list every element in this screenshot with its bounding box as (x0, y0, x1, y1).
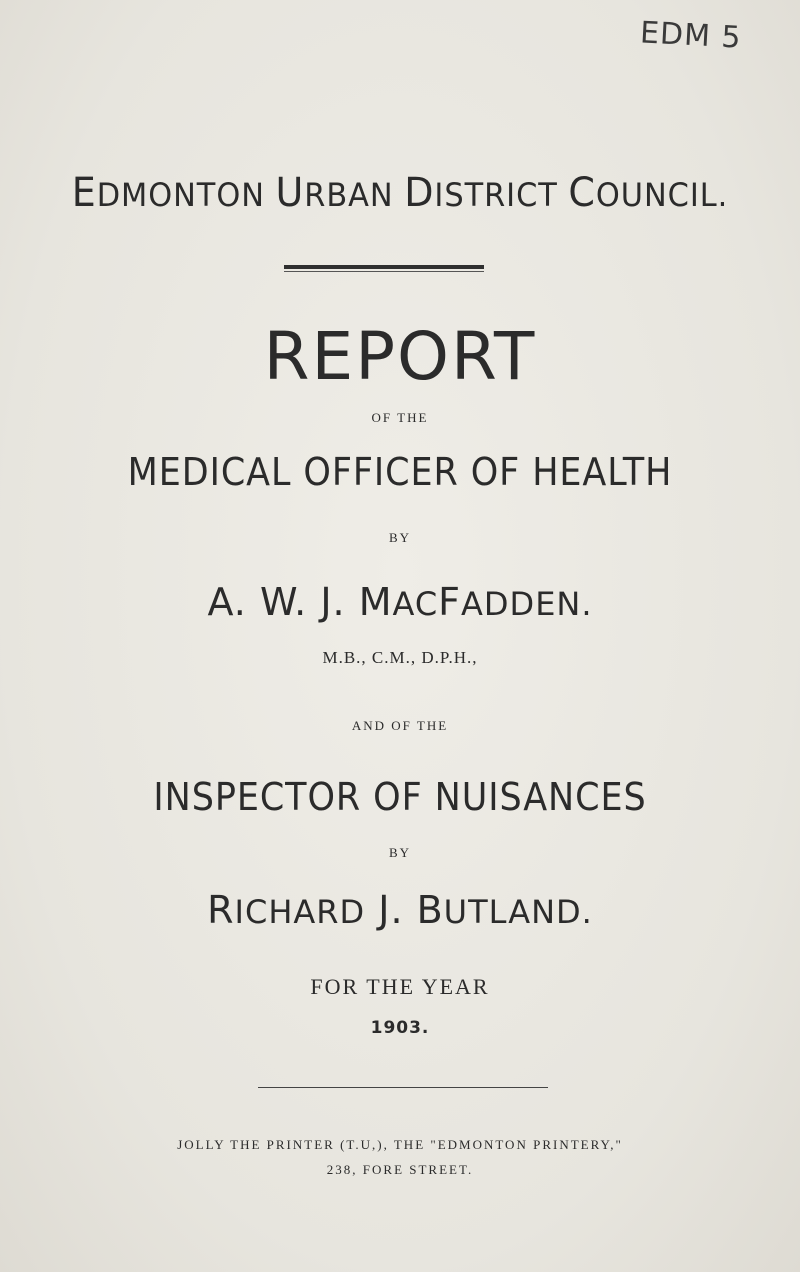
and-of-the-text: AND OF THE (351, 718, 449, 733)
author-1-mid-small: AC (392, 585, 439, 623)
by-text-1: BY (388, 530, 412, 545)
report-title: REPORT (263, 318, 537, 395)
author-1-suffix: ADDEN. (461, 585, 593, 623)
council-w1-rest: DMONTON (96, 176, 265, 214)
printer-line: JOLLY THE PRINTER (T.U,), THE "EDMONTON PRINTERY," (177, 1137, 623, 1152)
author-2-first-rest: ICHARD (234, 893, 366, 931)
author-1-prefix: A. W. J. M (207, 580, 393, 624)
author-1-name (0, 580, 800, 624)
council-w2-initial: U (275, 170, 305, 216)
report-year: 1903. (370, 1018, 430, 1038)
author-2-last-rest: UTLAND. (443, 893, 593, 931)
inspector-title: INSPECTOR OF NUISANCES (153, 775, 647, 819)
officer-title: MEDICAL OFFICER OF HEALTH (127, 450, 673, 494)
divider-thin (284, 271, 484, 272)
for-the-year-text: FOR THE YEAR (310, 974, 490, 999)
by-text-2: BY (388, 845, 412, 860)
council-w4-rest: OUNCIL. (595, 176, 729, 214)
council-heading (20, 170, 780, 216)
council-w2-rest: RBAN (304, 176, 394, 214)
author-1-qualifications: M.B., C.M., D.P.H., (322, 648, 478, 667)
printer-address: 238, FORE STREET. (326, 1162, 474, 1177)
divider-thick (284, 265, 484, 269)
council-w1-initial: E (71, 170, 97, 216)
author-2-middle: J. B (365, 888, 444, 932)
author-2-name (0, 888, 800, 932)
divider-bottom (258, 1087, 548, 1088)
author-1-mid-big: F (438, 580, 462, 624)
council-w3-rest: ISTRICT (434, 176, 558, 214)
author-2-initial: R (207, 888, 235, 932)
of-the-text: OF THE (371, 410, 429, 425)
catalog-mark: EDM 5 (639, 15, 743, 56)
council-w4-initial: C (568, 170, 596, 216)
council-w3-initial: D (404, 170, 435, 216)
